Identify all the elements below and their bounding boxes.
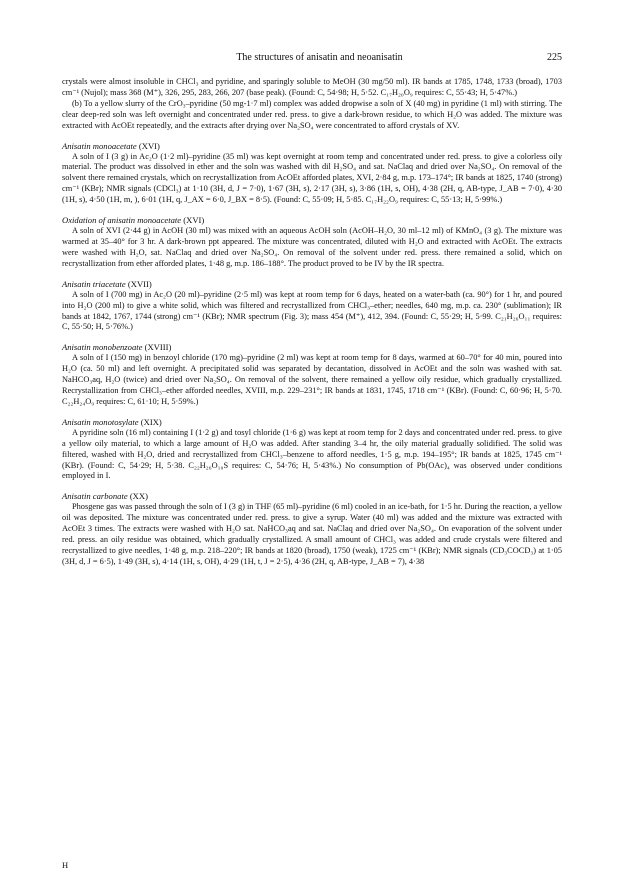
running-title: The structures of anisatin and neoanisatin <box>236 52 403 63</box>
section-carbonate <box>62 491 562 567</box>
compound-number: (XVI) <box>138 140 160 151</box>
page-number: 225 <box>547 52 562 63</box>
signature-mark: H <box>62 860 69 870</box>
compound-number: (XVIII) <box>144 342 172 353</box>
section-heading <box>62 417 562 428</box>
section-body: A soln of I (700 mg) in Ac₂O (20 ml)–pyridine (2·5 ml) was kept at room temp for 6 days, heated on a water-bath (ca. 90°) for 1 hr, and poured into H₂O (200 ml) to give a white solid, which was filtered and recrystallized from CHCl₃–ether; needles, 640 mg, m.p. ca. 230° (sublimation); IR bands at 1842, 1767, 1744 (strong) cm⁻¹ (KBr); NMR spectrum (Fig. 3); mass 454 (M⁺), 412, 394. (Found: C, 55·29; H, 5·99. C₂₁H₂₆O₁₁ requires: C, 55·50; H, 5·76%.) <box>62 289 562 332</box>
section-heading <box>62 141 562 152</box>
section-body: A soln of I (150 mg) in benzoyl chloride (170 mg)–pyridine (2 ml) was kept at room temp for 8 days, warmed at 60–70° for 40 min, poured into H₂O (ca. 50 ml) and left overnight. A precipitated solid was separated by decantation, dissolved in AcOEt and the soln was washed with sat. NaHCO₃aq, H₂O (twice) and dried over Na₂SO₄. On removal of the solvent, there remained a yellow oily residue, which gradually crystallized. Recrystallization from CHCl₃–ether afforded needles, XVIII, m.p. 229–231°; IR bands at 1831, 1745, 1718 cm⁻¹ (KBr). (Found: C, 60·96; H, 5·70. C₂₂H₂₄O₉ requires: C, 61·10; H, 5·59%.) <box>62 353 562 406</box>
section-title: Oxidation of anisatin monoacetate <box>62 215 182 226</box>
section-title: Anisatin monobenzoate <box>62 342 143 353</box>
compound-number: (XIX) <box>140 416 162 427</box>
section-body: A soln of I (3 g) in Ac₂O (1·2 ml)–pyridine (35 ml) was kept overnight at room temp and concentrated under red. press. to give a colorless oily material. The product was dissolved in ether and the soln was washed with dil H₂SO₄ and sat. NaClaq and dried over Na₂SO₄. On removal of the solvent there remained crystals, which on recrystallization from AcOEt afforded plates, XVI, 2·84 g, m.p. 173–174°; IR bands at 1825, 1740 (strong) cm⁻¹ (KBr); NMR signals (CDCl₃) at 1·10 (3H, d, J = 7·0), 1·67 (3H, s), 2·17 (3H, s), 3·86 (1H, s, OH), 4·38 (2H, q, AB-type, J_AB = 7·0), 4·30 (1H, s), 4·50 (1H, m, ), 6·01 (1H, q, J_AX = 6·0, J_BX = 8·5). (Found: C, 55·09; H, 5·85. C₁₇H₂₂O₉ requires: C, 55·13; H, 5·99%.) <box>62 151 562 205</box>
compound-number: (XVII) <box>127 278 152 289</box>
section-title: Anisatin monoacetate <box>62 140 137 151</box>
section-monobenzoate <box>62 342 562 408</box>
section-heading <box>62 491 562 502</box>
section-body: A pyridine soln (16 ml) containing I (1·2 g) and tosyl chloride (1·6 g) was kept at room temp for 2 days and concentrated under red. press. to give a yellow oily material, to which a large amount of H₂O was added. After standing 3–4 hr, the oily material gradually solidified. The solid was filtered, washed with H₂O, dried and recrystallized from CHCl₃–benzene to afford needles, 1·5 g, m.p. 194–195°; IR bands at 1825, 1745 cm⁻¹ (KBr). (Found: C, 54·29; H, 5·38. C₂₂H₂₆O₁₀S requires: C, 54·76; H, 5·43%.) No consumption of Pb(OAc)₄ was observed under conditions employed in I. <box>62 427 562 481</box>
paragraph-intro-continuation: crystals were almost insoluble in CHCl₃ and pyridine, and sparingly soluble to MeOH (30 mg/50 ml). IR bands at 1785, 1748, 1733 (broad), 1703 cm⁻¹ (Nujol); mass 368 (M⁺), 326, 295, 283, 266, 207 (base peak). (Found: C, 54·98; H, 5·52. C₁₇H₂₀O₉ requires: C, 55·43; H, 5·47%.) <box>62 77 562 97</box>
running-header <box>62 52 562 63</box>
section-body: Phosgene gas was passed through the soln of I (3 g) in THF (65 ml)–pyridine (6 ml) cooled in an ice-bath, for 1·5 hr. During the reaction, a yellow oil was deposited. The mixture was concentrated under red. press. to give a syrup. Water (40 ml) was added and the mixture was extracted with AcOEt 3 times. The extracts were washed with H₂O sat. NaHCO₃aq and sat. NaClaq and dried over Na₂SO₄. On evaporation of the solvent under red. press. an oily residue was obtained, which gradually crystallized. A small amount of CHCl₃ was added and crude crystals were filtered and recrystallized to give needles, 1·48 g, m.p. 218–220°; IR bands at 1820 (broad), 1750 (weak), 1725 cm⁻¹ (KBr); NMR signals (CD₃COCD₃) at 1·05 (3H, d, J = 6·5), 1·49 (3H, s), 4·14 (1H, s, OH), 4·29 (1H, t, J = 2·5), 4·36 (2H, q, AB-type, J_AB = 7), 4·38 <box>62 502 562 566</box>
section-title: Anisatin triacetate <box>62 278 126 289</box>
section-oxidation <box>62 215 562 270</box>
section-heading <box>62 215 562 226</box>
compound-number: (XX) <box>129 491 148 502</box>
section-title: Anisatin carbonate <box>62 491 128 502</box>
section-monoacetate <box>62 141 562 207</box>
section-heading <box>62 342 562 353</box>
page <box>62 52 562 568</box>
section-heading <box>62 279 562 290</box>
section-monotosylate <box>62 417 562 483</box>
compound-number: (XVI) <box>183 215 205 226</box>
paragraph-intro-b: (b) To a yellow slurry of the CrO₃–pyridine (50 mg-1·7 ml) complex was added dropwise a soln of X (40 mg) in pyridine (1 ml) with stirring. The clear deep-red soln was left overnight and concentrated under red. press. to give a dark-brown residue, to which H₂O was added. The mixture was extracted with AcOEt repeatedly, and the extracts after drying over Na₂SO₄ were concentrated to afford crystals of XV. <box>62 98 562 130</box>
section-title: Anisatin monotosylate <box>62 416 139 427</box>
section-triacetate <box>62 279 562 334</box>
section-body: A soln of XVI (2·44 g) in AcOH (30 ml) was mixed with an aqueous AcOH soln (AcOH–H₂O, 30 ml–12 ml) of KMnO₄ (3 g). The mixture was warmed at 35–40° for 3 hr. A dark-brown ppt appeared. The mixture was concentrated, diluted with H₂O and extracted with AcOEt. The extracts were washed with H₂O, sat. NaClaq and dried over Na₂SO₄. On removal of the solvent under red. press. there remained a solid, which on recrystallization from ether afforded plates, 1·48 g, m.p. 186–188°. The product proved to be IV by the IR spectra. <box>62 226 562 268</box>
